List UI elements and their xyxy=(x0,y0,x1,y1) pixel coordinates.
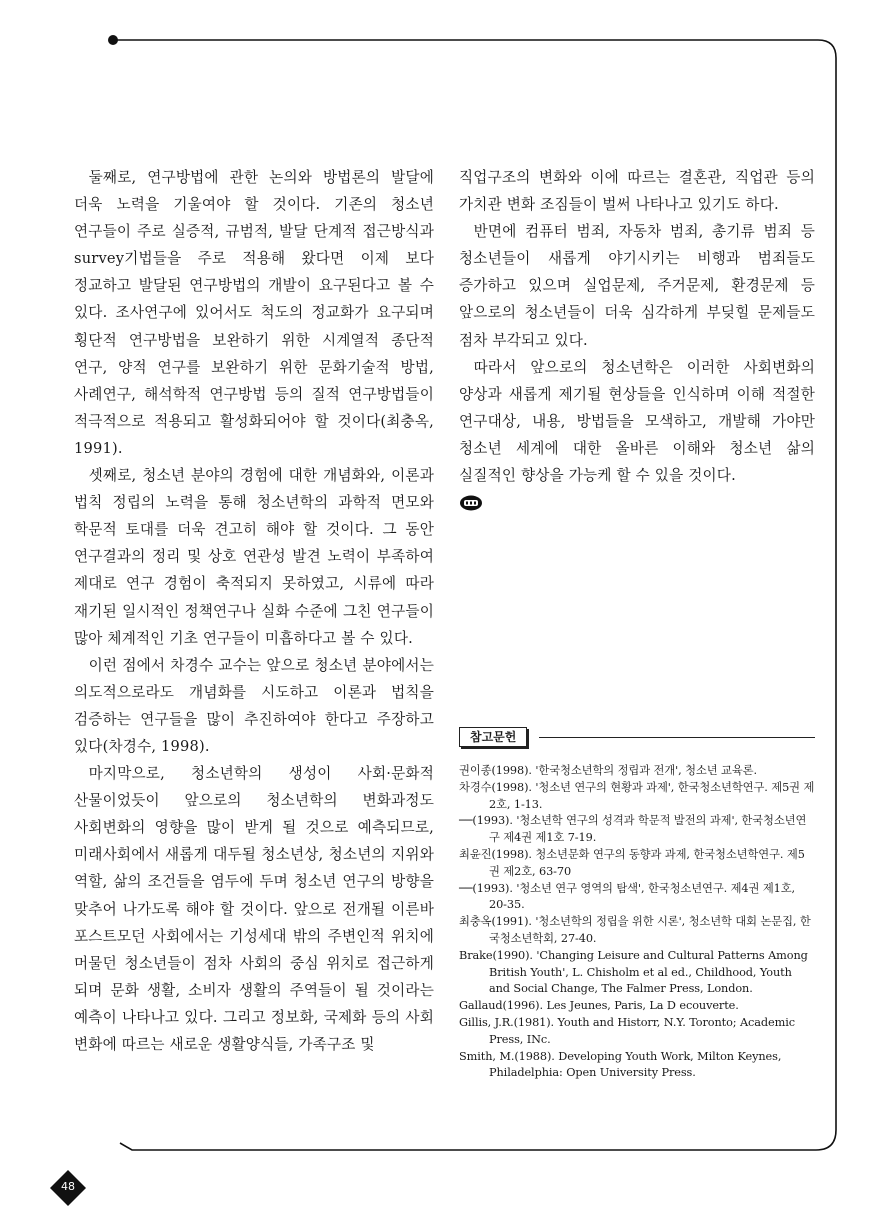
references-rule xyxy=(539,737,815,738)
reference-item: ──(1993). '청소년학 연구의 성격과 학문적 발전의 과제', 한국청소년연구 제4권 제1호 7-19. xyxy=(459,814,807,845)
reference-item: 차경수(1998). '청소년 연구의 현황과 과제', 한국청소년학연구. 제5권 제2호, 1-13. xyxy=(459,780,815,811)
reference-item: ──(1993). '청소년 연구 영역의 탐색', 한국청소년연구. 제4권 제1호, 20-35. xyxy=(459,881,796,912)
end-mark-icon xyxy=(459,495,483,511)
reference-list xyxy=(459,763,815,1082)
references-header xyxy=(459,727,815,749)
reference-item: 권이종(1998). '한국청소년학의 정립과 전개', 청소년 교육론. xyxy=(459,764,757,777)
references-title: 참고문헌 xyxy=(459,727,527,747)
left-column xyxy=(74,164,434,1058)
paragraph: 직업구조의 변화와 이에 따르는 결혼관, 직업관 등의 가치관 변화 조짐들이 벌써 나타나고 있기도 하다. xyxy=(459,169,815,214)
right-column xyxy=(459,164,815,515)
paragraph: 반면에 컴퓨터 범죄, 자동차 범죄, 총기류 범죄 등 청소년들이 새롭게 야기시키는 비행과 범죄들도 증가하고 있으며 실업문제, 주거문제, 환경문제 등 앞으로의 청소년들이 더욱 심각하게 부딪힐 문제들도 점차 부각되고 있다. xyxy=(459,223,815,349)
paragraph: 둘째로, 연구방법에 관한 논의와 방법론의 발달에 더욱 노력을 기울여야 할 것이다. 기존의 청소년 연구들이 주로 실증적, 규범적, 발달 단계적 접근방식과 survey기법들을 주로 적용해 왔다면 이제 보다 정교하고 발달된 연구방법의 개발이 요구된다고 볼 수 있다. 조사연구에 있어서도 척도의 정교화가 요구되며 횡단적 연구방법을 보완하기 위한 시계열적 종단적 연구, 양적 연구를 보완하기 위한 문화기술적 방법, 사례연구, 해석학적 연구방법 등의 질적 연구방법들이 적극적으로 적용되고 활성화되어야 할 것이다(최충옥, 1991). xyxy=(74,169,434,457)
reference-item: 최윤진(1998). 청소년문화 연구의 동향과 과제, 한국청소년학연구. 제5권 제2호, 63-70 xyxy=(459,847,805,878)
paragraph: 따라서 앞으로의 청소년학은 이러한 사회변화의 양상과 새롭게 제기될 현상들을 인식하며 이해 적절한 연구대상, 내용, 방법들을 모색하고, 개발해 가야만 청소년 세계에 대한 올바른 이해와 청소년 삶의 실질적인 향상을 가능케 할 수 있을 것이다. xyxy=(459,358,815,485)
reference-item: Smith, M.(1988). Developing Youth Work, Milton Keynes, Philadelphia: Open University Press. xyxy=(459,1049,782,1080)
reference-item: Brake(1990). 'Changing Leisure and Cultural Patterns Among British Youth', L. Chisholm et al ed., Childhood, Youth and Social Change, The Falmer Press, London. xyxy=(459,948,808,996)
references-section xyxy=(459,727,815,1082)
paragraph: 마지막으로, 청소년학의 생성이 사회·문화적 산물이었듯이 앞으로의 청소년학의 변화과정도 사회변화의 영향을 많이 받게 될 것으로 예측되므로, 미래사회에서 새롭게 대두될 청소년상, 청소년의 지위와 역할, 삶의 조건들을 염두에 두며 청소년 연구의 방향을 맞추어 나가도록 해야 할 것이다. 앞으로 전개될 이른바 포스트모던 사회에서는 기성세대 밖의 주변인적 위치에 머물던 청소년들이 점차 사회의 중심 위치로 접근하게 되며 문화 생활, 소비자 생활의 주역들이 될 것이라는 예측이 나타나고 있다. 그리고 정보화, 국제화 등의 사회 변화에 따르는 새로운 생활양식들, 가족구조 및 xyxy=(74,765,434,1053)
reference-item: Gillis, J.R.(1981). Youth and Historr, N.Y. Toronto; Academic Press, INc. xyxy=(459,1015,795,1046)
reference-item: Gallaud(1996). Les Jeunes, Paris, La D ecouverte. xyxy=(459,999,739,1013)
page-number: 48 xyxy=(61,1180,75,1193)
reference-item: 최충옥(1991). '청소년학의 정립을 위한 시론', 청소년학 대회 논문집, 한국청소년학회, 27-40. xyxy=(459,915,811,945)
paragraph: 셋째로, 청소년 분야의 경험에 대한 개념화와, 이론과 법칙 정립의 노력을 통해 청소년학의 과학적 면모와 학문적 토대를 더욱 견고히 해야 할 것이다. 그 동안 연구결과의 정리 및 상호 연관성 발견 노력이 부족하여 제대로 연구 경험이 축적되지 못하였고, 시류에 따라 재기된 일시적인 정책연구나 실화 수준에 그친 연구들이 많아 체계적인 기초 연구들이 미흡하다고 볼 수 있다. xyxy=(74,467,434,647)
paragraph: 이런 점에서 차경수 교수는 앞으로 청소년 분야에서는 의도적으로라도 개념화를 시도하고 이론과 법칙을 검증하는 연구들을 많이 추진하여야 한다고 주장하고 있다(차경수, 1998). xyxy=(74,656,434,755)
